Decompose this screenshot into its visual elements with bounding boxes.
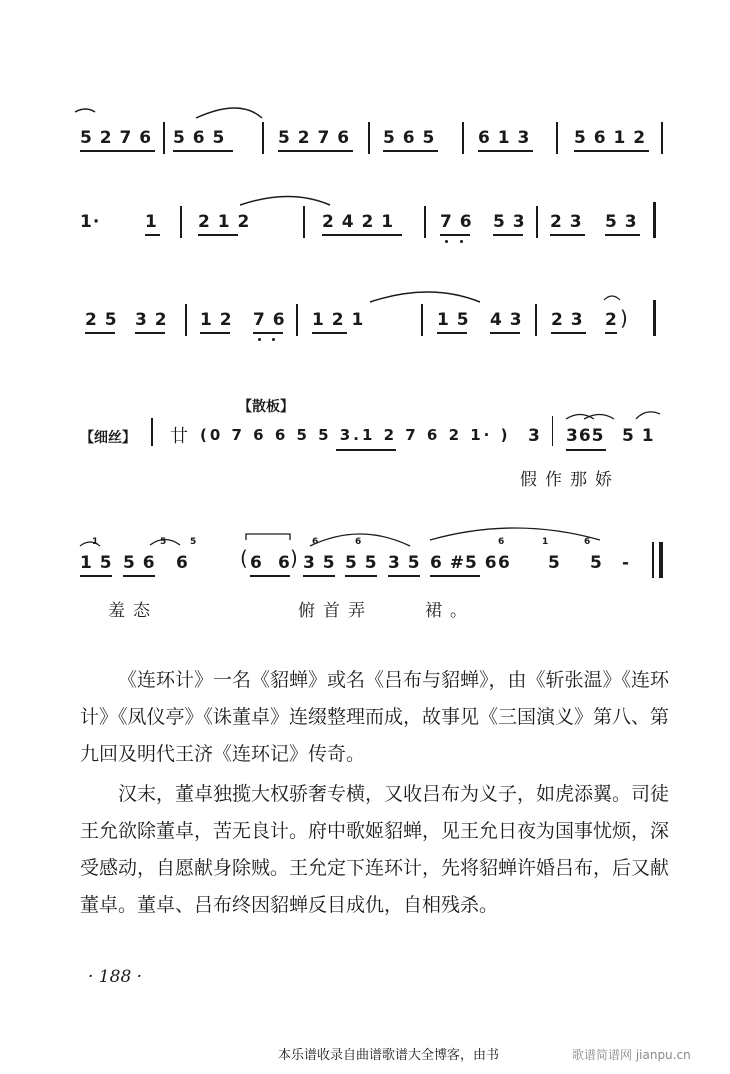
note-5-8: 3 5 <box>388 553 421 573</box>
measure-2-3: 2 4 2 1 <box>322 212 395 232</box>
watermark: 歌谱简谱网 jianpu.cn <box>572 1048 691 1062</box>
open-paren: ( <box>240 546 248 570</box>
note-3-1: 2 5 <box>85 310 118 330</box>
lyrics-line-5b: 俯首弄 <box>298 601 373 621</box>
paragraph-2: 汉末，董卓独揽大权骄奢专横，又收吕布为义子，如虎添翼。司徒王允欲除董卓，苦无良计。府中歌姬貂蝉，见王允日夜为国事忧烦，深受感动，自愿献身除贼。王允定下连环计，先将貂蝉许婚吕布，后又献董卓。董卓、吕布终因貂蝉反目成仇，自相残杀。 <box>80 783 670 916</box>
measure-2-4a: 7 6 <box>440 212 473 232</box>
note-3-6: 1 5 <box>437 310 470 330</box>
note-5-5: 6 <box>278 553 291 573</box>
measure-1-4: 5 6 5 <box>383 128 436 148</box>
measure-1-5: 6 1 3 <box>478 128 531 148</box>
free-meter-mark: 廿 <box>170 426 188 447</box>
measure-2-5a: 2 3 <box>550 212 583 232</box>
prelude-phrase: (0 7 6 6 5 5 3.1 2 7 6 2 1· ) <box>200 426 511 444</box>
lyrics-line-5c: 裙。 <box>425 601 475 621</box>
grace-note: 1 <box>92 537 99 547</box>
intro-paragraph <box>80 662 680 773</box>
grace-note: 5 <box>160 537 167 547</box>
story-paragraph <box>80 776 680 924</box>
tempo-label: 【散板】 <box>238 399 294 415</box>
note-3-7: 4 3 <box>490 310 523 330</box>
paragraph-1: 《连环计》一名《貂蝉》或名《吕布与貂蝉》，由《斩张温》《连环计》《凤仪亭》《诛董卓》连缀整理而成，故事见《三国演义》第八、第九回及明代王济《连环记》传奇。 <box>80 669 670 765</box>
grace-note: 6 <box>355 537 362 547</box>
grace-note: 6 <box>312 537 319 547</box>
measure-1-1: 5 2 7 6 <box>80 128 153 148</box>
note-3-3: 1 2 <box>200 310 233 330</box>
page-number: · 188 · <box>88 967 143 987</box>
note-3-2: 3 2 <box>135 310 168 330</box>
note-3-5: 1 2 1 <box>312 310 365 330</box>
grace-note: 1 <box>542 537 549 547</box>
note-2-2: 1 <box>145 212 158 232</box>
note-5-4: 6 <box>250 553 263 573</box>
grace-note: 6 <box>498 537 505 547</box>
note-3-8: 2 3 <box>551 310 584 330</box>
note-5-2: 5 6 <box>123 553 156 573</box>
note-5-9: 6 #5 6 <box>430 553 498 573</box>
note-5-13: - <box>622 553 631 573</box>
measure-2-2: 2 1 2 <box>198 212 251 232</box>
grace-note: 5 <box>190 537 197 547</box>
footer-notice: 本乐谱收录自曲谱歌谱大全博客，由书 <box>278 1048 500 1063</box>
note-5-10: 6 <box>498 553 511 573</box>
note-4-2: 365 <box>566 426 605 446</box>
note-5-12: 5 <box>590 553 603 573</box>
measure-1-6: 5 6 1 2 <box>574 128 647 148</box>
measure-1-3: 5 2 7 6 <box>278 128 351 148</box>
note-5-11: 5 <box>548 553 561 573</box>
measure-1-2: 5 6 5 <box>173 128 226 148</box>
measure-2-4b: 5 3 <box>493 212 526 232</box>
closing-paren: ) <box>620 306 628 330</box>
note-4-1: 3 <box>528 426 541 446</box>
grace-note: 6 <box>584 537 591 547</box>
instrument-label: 【细丝】 <box>80 430 136 446</box>
note-5-7: 5 5 <box>345 553 378 573</box>
close-paren: ) <box>290 546 298 570</box>
note-5-6: 3 5 <box>303 553 336 573</box>
note-5-3: 6 <box>176 553 189 573</box>
note-4-3: 5 1 <box>622 426 655 446</box>
measure-2-5b: 5 3 <box>605 212 638 232</box>
lyrics-line-5a: 羞态 <box>108 601 158 621</box>
note-2-1: 1· <box>80 212 101 232</box>
note-3-4: 7 6 <box>253 310 286 330</box>
lyrics-line-4: 假作那娇 <box>520 470 620 490</box>
note-3-9: 2 <box>605 310 618 330</box>
note-5-1: 1 5 <box>80 553 113 573</box>
